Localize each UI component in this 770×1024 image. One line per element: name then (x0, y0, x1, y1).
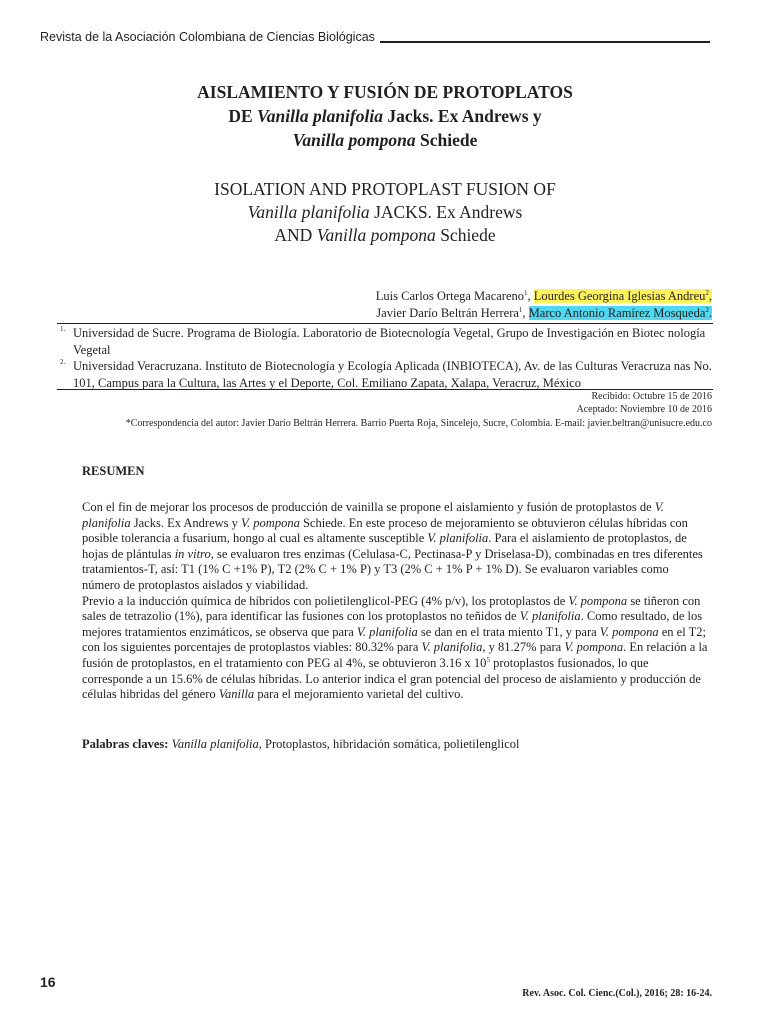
title-spanish (60, 80, 710, 152)
dates (576, 391, 712, 416)
title-es-line-1: AISLAMIENTO Y FUSIÓN DE PROTOPLATOS (197, 82, 573, 102)
author-4: Marco Antonio Ramírez Mosqueda (528, 306, 706, 320)
title-en-species-2: Vanilla pompona (316, 225, 436, 245)
affiliation-2 (60, 358, 720, 391)
title-english (60, 178, 710, 247)
p2-italic-2: V. planifolia (519, 609, 581, 624)
author-2-end: , (708, 289, 712, 303)
author-list (376, 288, 712, 322)
author-4-affiliation: 2 (705, 305, 709, 314)
p1-italic-1: V. planifolia (82, 500, 664, 530)
accepted-date: Aceptado: Noviembre 10 de 2016 (576, 403, 712, 415)
author-1-affiliation: 1 (524, 288, 528, 297)
author-separator-3: , (522, 306, 529, 320)
p2-text-7: . En relación a la fusión de protoplastos, en el tratamiento con PEG al 4%, se obtuvieron 3.16 x 10 (82, 640, 708, 670)
keywords-list: , Protoplastos, hibridación somática, polietilenglicol (258, 737, 520, 751)
keywords-species: Vanilla planifolia (171, 737, 259, 751)
p1-text-5: , se evaluaron tres enzimas (Celulasa-C, Pectinasa-P y Driselasa-D), combinadas en tres diferentes tratamientos-T, así: T1 (1% C +1% P), T2 (2% C + 1% P) y T3 (2% C + 1% P + 1% D). Se evaluaron variables como número de protoplastos aislados y viabilidad. (82, 546, 703, 592)
p1-text-4: . Para el aislamiento de protoplastos, de hojas de plántulas (82, 531, 687, 561)
p2-italic-6: V. pompona (564, 640, 624, 655)
affiliations (60, 325, 720, 391)
title-en-line-2 (60, 201, 710, 224)
title-es-line-3 (60, 128, 710, 152)
received-date: Recibido: Octubre 15 de 2016 (591, 391, 712, 402)
p2-text-2: se tiñeron con sales de tetrazolio (1%), para identificar las fusiones con los protoplastos no teñidos de (82, 593, 701, 624)
p1-text-1: Con el fin de mejorar los procesos de producción de vainilla se propone el aislamiento y fusión de protoplastos de (82, 500, 655, 514)
p1-text-3: Schiede. En este proceso de mejoramiento se obtuvieron células híbridas con posible tolerancia a fusarium, hongo al cual es altamente susceptible (82, 515, 688, 546)
p2-text-6: , y 81.27% para (482, 640, 565, 655)
p2-text-5: en el T2; con los siguientes porcentajes de protoplastos viables: 80.32% para (82, 624, 706, 655)
title-en-line-1: ISOLATION AND PROTOPLAST FUSION OF (214, 179, 556, 199)
title-es-line-2-a: DE (228, 106, 258, 126)
p2-italic-4: V. pompona (599, 624, 659, 639)
keywords-label: Palabras claves: (82, 737, 169, 751)
affiliation-1-text: Universidad de Sucre. Programa de Biología. Laboratorio de Biotecnología Vegetal, Grupo de Investigación en Biotec nología Vegetal (73, 326, 706, 357)
affiliation-1 (60, 325, 720, 358)
author-3: Javier Darío Beltrán Herrera (376, 306, 519, 320)
journal-header: Revista de la Asociación Colombiana de Ciencias Biológicas (40, 30, 375, 44)
title-en-line-3 (60, 224, 710, 247)
title-en-line-2-b: JACKS. Ex Andrews (369, 202, 523, 222)
p2-italic-3: V. planifolia (356, 624, 418, 639)
p1-italic-4: in vitro (174, 546, 211, 561)
p1-italic-3: V. planifolia (427, 531, 489, 546)
p2-text-8: protoplastos fusionados, lo que corresponde a un 15.6% de células híbridas. Lo anterior indica el gran potencial del proceso de aislamiento y producción de células hibridas del género (82, 655, 701, 702)
abstract-paragraph-2 (82, 594, 709, 703)
author-4-end: . (708, 306, 712, 320)
p2-italic-5: V. planifolia (421, 640, 483, 655)
affiliation-bottom-rule (57, 389, 713, 390)
authors-line-1 (376, 288, 712, 305)
p2-italic-1: V. pompona (568, 593, 628, 608)
author-4-highlighted (529, 306, 712, 320)
keywords (82, 737, 709, 753)
affiliation-2-text: Universidad Veracruzana. Instituto de Biotecnología y Ecología Aplicada (INBIOTECA), Av. de las Culturas Veracruza nas No. 101, Campus para la Cultura, las Artes y el Deporte, Col. Emiliano Zapata, Xalapa, Veracruz, México (73, 359, 712, 390)
p2-italic-7: Vanilla (218, 687, 255, 702)
title-es-line-2 (60, 104, 710, 128)
correspondence: *Correspondencia del autor: Javier Darío Beltrán Herrera. Barrio Puerta Roja, Sincelejo, Sucre, Colombia. E-mail: javier.beltran@unisucre.edu.co (125, 418, 712, 429)
title-es-line-2-b: Jacks. Ex Andrews y (382, 106, 542, 126)
header-rule (380, 41, 710, 43)
title-en-line-3-a: AND (274, 225, 317, 245)
p2-text-9: para el mejoramiento varietal del cultivo. (254, 687, 464, 702)
page-number: 16 (40, 974, 56, 990)
p1-italic-2: V. pompona (241, 515, 300, 530)
affiliation-1-number: 1. (60, 325, 66, 333)
p1-text-2: Jacks. Ex Andrews y (130, 515, 242, 530)
p2-text-4: se dan en el trata miento T1, y para (417, 624, 600, 639)
abstract-body (82, 500, 709, 703)
p2-exponent: 5 (486, 655, 490, 664)
author-2-affiliation: 2 (705, 288, 709, 297)
affiliation-top-rule (57, 323, 713, 324)
author-2-highlighted (534, 289, 712, 303)
title-en-species-1: Vanilla planifolia (247, 202, 370, 222)
title-en-line-3-b: Schiede (435, 225, 496, 245)
title-es-line-3-b: Schiede (415, 130, 478, 150)
author-3-affiliation: 1 (518, 305, 523, 314)
p2-text-1: Previo a la inducción química de híbridos con polietilenglicol-PEG (4% p/v), los protoplastos de (82, 593, 569, 608)
title-es-species-1: Vanilla planifolia (257, 106, 383, 126)
affiliation-2-number: 2. (60, 358, 66, 366)
author-separator-1: , (527, 289, 534, 303)
citation: Rev. Asoc. Col. Cienc.(Col.), 2016; 28: 16-24. (522, 988, 712, 999)
abstract-paragraph-1 (82, 500, 709, 594)
resumen-heading: RESUMEN (82, 464, 145, 478)
author-1: Luis Carlos Ortega Macareno (375, 289, 525, 303)
authors-line-2 (376, 305, 712, 322)
author-2: Lourdes Georgina Iglesias Andreu (533, 289, 706, 303)
title-es-species-2: Vanilla pompona (292, 130, 416, 150)
p2-text-3: . Como resultado, de los mejores tratamientos enzimáticos, se observa que para (82, 609, 703, 639)
